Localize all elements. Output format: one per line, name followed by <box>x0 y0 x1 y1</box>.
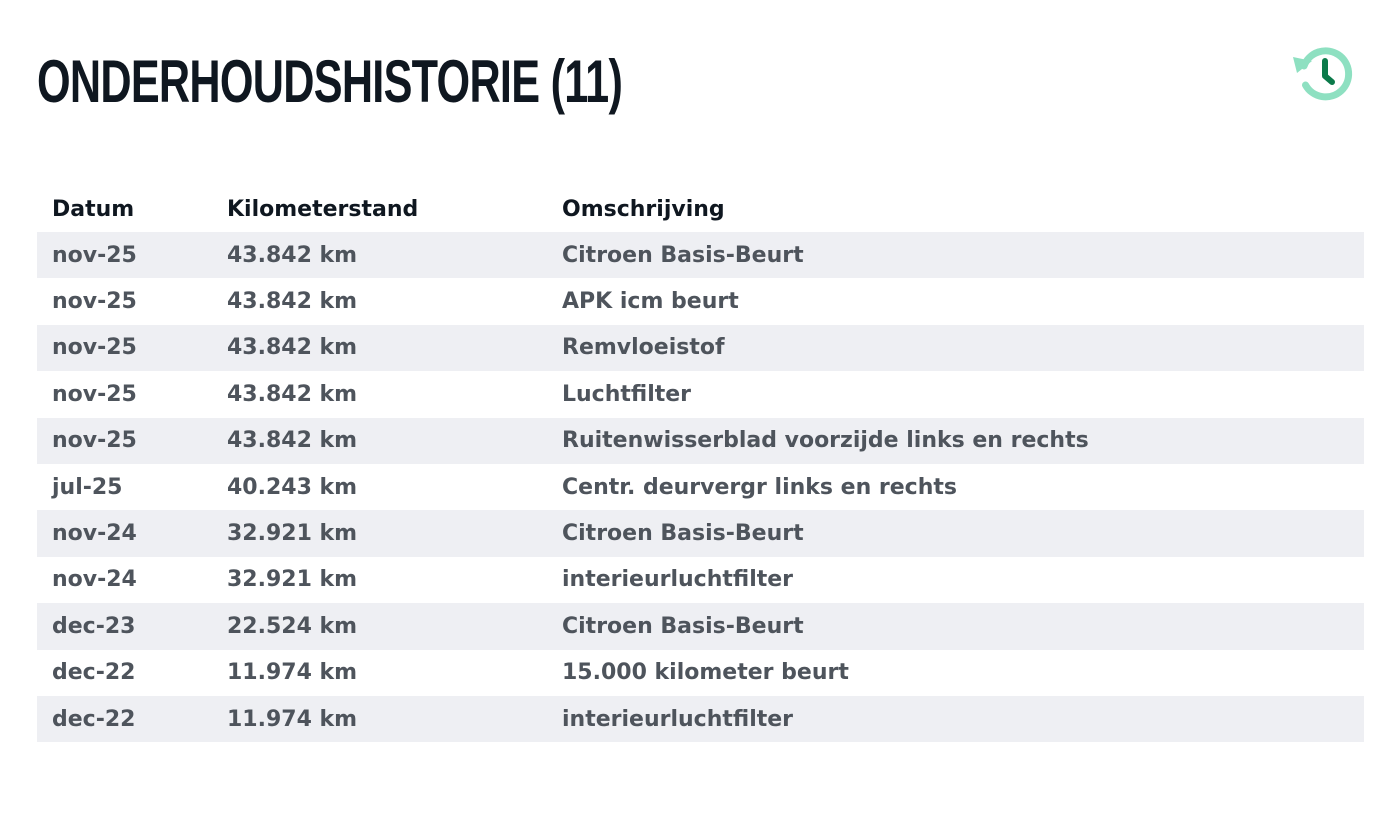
row-date: nov-25 <box>52 289 137 315</box>
row-description: 15.000 kilometer beurt <box>562 660 849 686</box>
row-mileage: 43.842 km <box>227 381 358 407</box>
table-row <box>37 325 1364 371</box>
table-row <box>37 418 1364 464</box>
row-mileage: 43.842 km <box>227 289 358 315</box>
table-row <box>37 557 1364 603</box>
row-description: Citroen Basis-Beurt <box>547 603 1364 649</box>
row-description: Luchtfilter <box>562 381 692 407</box>
row-description: interieurluchtfilter <box>547 696 1364 742</box>
row-date: nov-25 <box>37 325 212 371</box>
row-mileage: 43.842 km <box>212 325 547 371</box>
column-header-date: Datum <box>52 196 135 222</box>
table-row <box>37 371 1364 417</box>
row-mileage: 43.842 km <box>212 232 547 278</box>
row-mileage: 32.921 km <box>212 510 547 556</box>
row-description: Citroen Basis-Beurt <box>547 510 1364 556</box>
page-title: ONDERHOUDSHISTORIE (11) <box>37 48 623 115</box>
row-date: jul-25 <box>52 474 123 500</box>
table-row <box>37 510 1364 556</box>
row-date: dec-22 <box>52 660 136 686</box>
row-mileage: 22.524 km <box>212 603 547 649</box>
column-header-mileage: Kilometerstand <box>227 196 419 222</box>
table-row <box>37 650 1364 696</box>
table-row <box>37 464 1364 510</box>
column-header-description: Omschrijving <box>562 196 725 222</box>
row-description: interieurluchtfilter <box>562 567 794 593</box>
table-row <box>37 232 1364 278</box>
row-mileage: 32.921 km <box>227 567 358 593</box>
table-row <box>37 603 1364 649</box>
row-date: nov-24 <box>37 510 212 556</box>
row-date: dec-22 <box>37 696 212 742</box>
row-description: Remvloeistof <box>547 325 1364 371</box>
row-mileage: 11.974 km <box>212 696 547 742</box>
row-description: Centr. deurvergr links en rechts <box>562 474 957 500</box>
row-date: nov-25 <box>52 381 137 407</box>
row-mileage: 11.974 km <box>227 660 358 686</box>
table-row <box>37 278 1364 324</box>
row-date: dec-23 <box>37 603 212 649</box>
table-header-row <box>37 186 1364 232</box>
row-description: Citroen Basis-Beurt <box>547 232 1364 278</box>
row-date: nov-25 <box>37 418 212 464</box>
history-icon[interactable] <box>1292 40 1358 106</box>
row-date: nov-25 <box>37 232 212 278</box>
row-description: Ruitenwisserblad voorzijde links en rechts <box>547 418 1364 464</box>
table-row <box>37 696 1364 742</box>
maintenance-history-table <box>37 186 1364 742</box>
row-description: APK icm beurt <box>562 289 739 315</box>
row-date: nov-24 <box>52 567 137 593</box>
row-mileage: 43.842 km <box>212 418 547 464</box>
row-mileage: 40.243 km <box>227 474 358 500</box>
